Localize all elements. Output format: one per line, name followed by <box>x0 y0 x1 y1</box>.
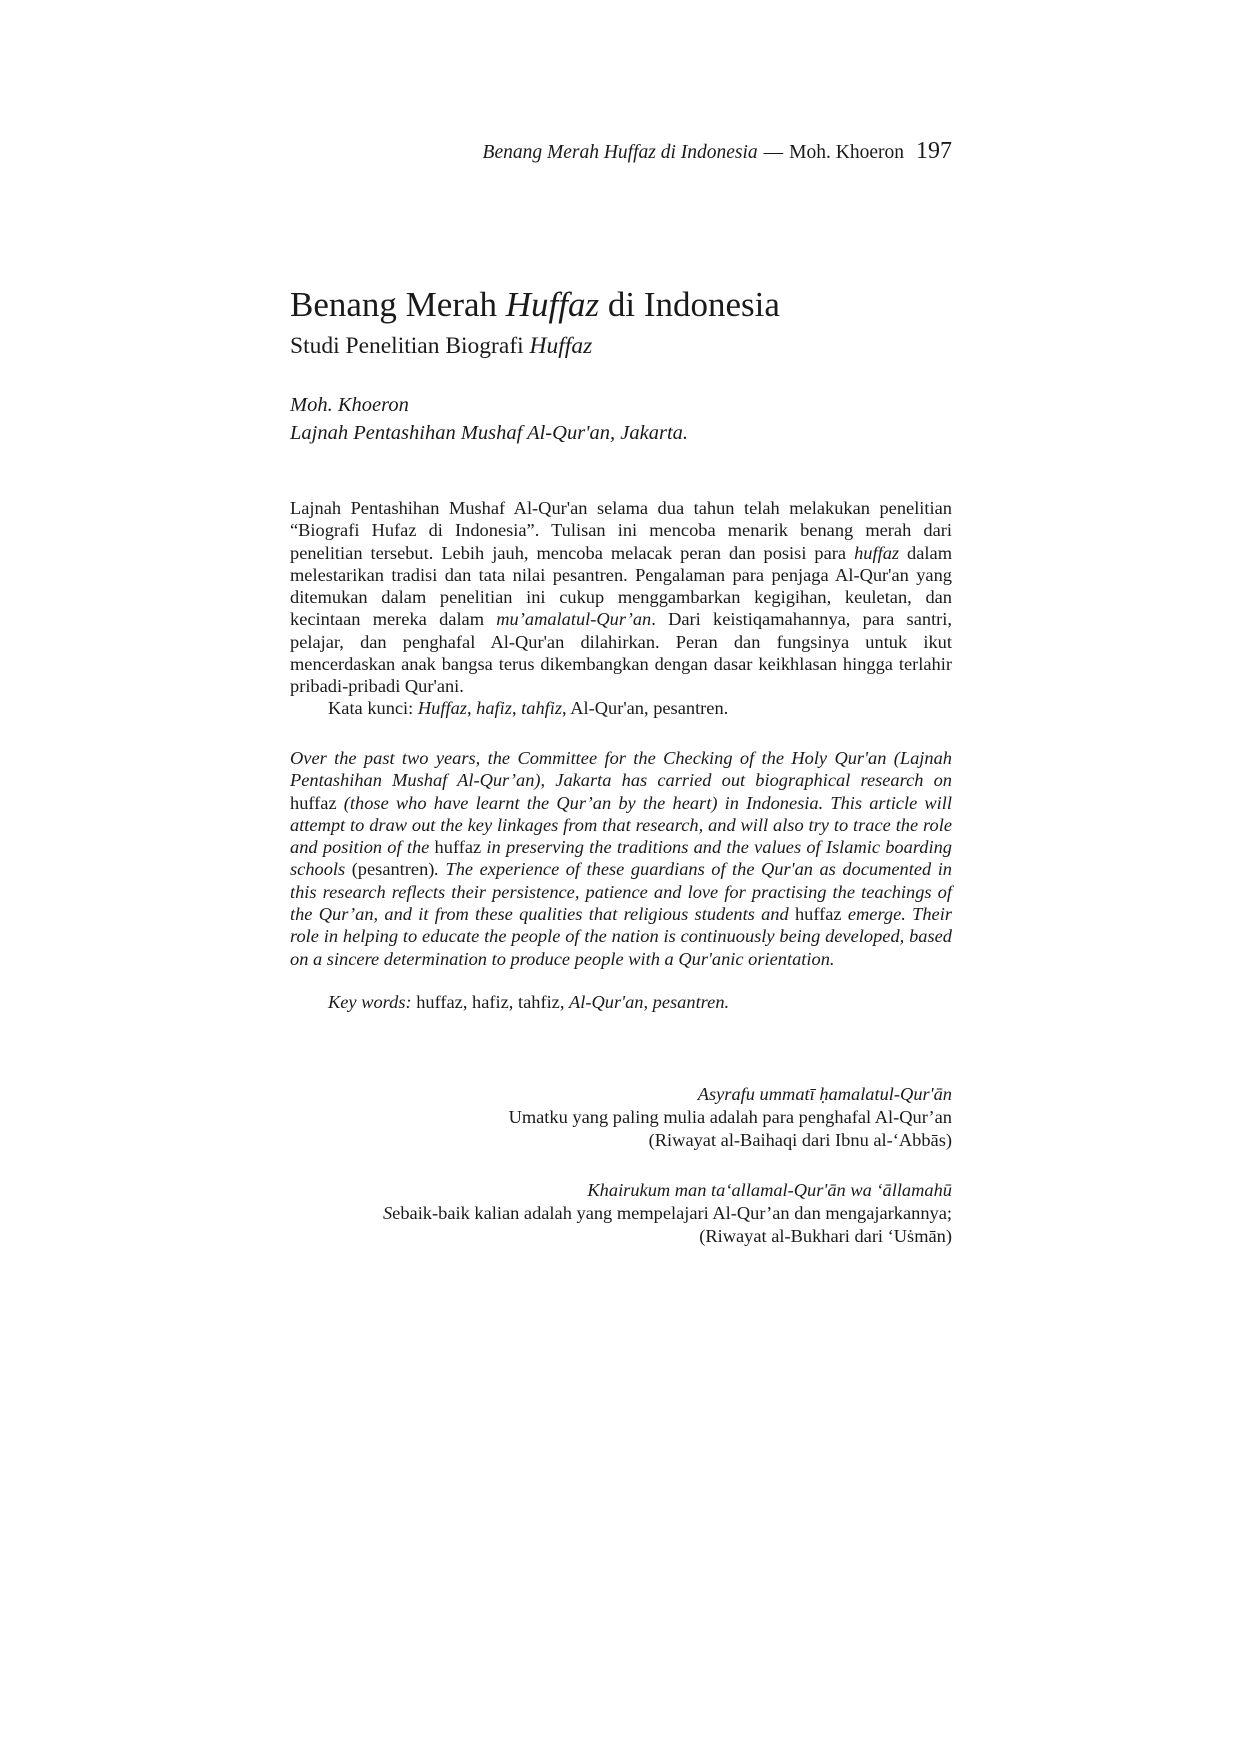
subtitle-part: Studi Penelitian Biografi <box>290 333 530 359</box>
abstract-text: emerge. Their role in helping to educate the people of the nation is continuously being developed, based on a sincere determination to produce people with a Qur'anic orientation. <box>290 904 952 969</box>
keywords-english <box>328 991 729 1013</box>
abstract-indonesian <box>290 497 952 698</box>
keywords-label: Kata kunci: <box>328 698 418 718</box>
quote-initial: S <box>382 1203 393 1223</box>
keyword: Huffaz <box>417 698 467 718</box>
keyword: hafiz <box>476 698 512 718</box>
quote-translation-text: ebaik-baik kalian adalah yang mempelajari Al-Qur’an dan mengajarkannya; <box>392 1203 952 1223</box>
abstract-text: Lajnah Pentashihan Mushaf Al-Qur'an selama dua tahun telah melakukan penelitian “Biografi Hufaz di Indonesia”. Tulisan ini mencoba menarik benang merah dari penelitian tersebut. Lebih jauh, mencoba melacak peran dan posisi para <box>290 498 952 563</box>
abstract-upright-term: (pesantren) <box>351 859 435 880</box>
keyword: tahfiz <box>521 698 563 718</box>
abstract-english <box>290 747 952 970</box>
title-part: di Indonesia <box>599 285 780 324</box>
abstract-text: dalam melestarikan tradisi dan tata nilai pesantren. Pengalaman para penjaga Al-Qur'an yang ditemukan dalam penelitian ini cukup menggambarkan kegigihan, keuletan, dan kecintaan mereka dalam <box>290 542 952 630</box>
abstract-italic-term: mu’amalatul-Qur’an <box>496 609 652 630</box>
abstract-upright-term: huffaz <box>794 904 842 925</box>
quote-translation: Umatku yang paling mulia adalah para penghafal Al-Qur’an <box>508 1107 952 1127</box>
author-name: Moh. Khoeron <box>290 394 409 416</box>
title-part: Benang Merah <box>290 285 506 324</box>
abstract-text: Over the past two years, the Committee for the Checking of the Holy Qur'an (Lajnah Pentashihan Mushaf Al-Qur’an), Jakarta has carried out biographical research on <box>290 748 952 791</box>
quote-source: (Riwayat al-Bukhari dari ‘Uṡmān) <box>699 1226 952 1246</box>
keyword-separator: , <box>466 698 477 718</box>
article-subtitle <box>290 331 592 361</box>
keywords-label: Key words: <box>328 992 417 1012</box>
quote-transliteration: Khairukum man ta‘allamal-Qur'ān wa ‘āllamahū <box>587 1180 952 1200</box>
abstract-text: (those who have learnt the Qur’an by the heart) in Indonesia. This article will attempt to draw out the key linkages from that research, and will also try to trace the role and position of the <box>290 792 952 858</box>
abstract-text: . The experience of these guardians of the Qur'an as documented in this research reflects their persistence, patience and love for practising the teachings of the Qur’an, and it from these qualities that religious students and <box>290 859 952 925</box>
quote-source: (Riwayat al-Baihaqi dari Ibnu al-‘Abbās) <box>648 1130 952 1150</box>
page-number: 197 <box>916 138 952 164</box>
keyword-separator: , <box>511 698 522 718</box>
running-head-dash: — <box>763 142 784 163</box>
journal-page <box>290 0 952 1754</box>
abstract-italic-term: huffaz <box>854 542 900 563</box>
abstract-text: in preserving the traditions and the values of Islamic boarding schools <box>290 837 952 880</box>
epigraph-quote <box>509 1083 952 1152</box>
keywords-indonesian <box>328 697 728 719</box>
quote-translation <box>383 1202 952 1225</box>
abstract-upright-term: huffaz <box>290 792 337 813</box>
quote-transliteration: Asyrafu ummatī ḥamalatul-Qur'ān <box>697 1084 952 1104</box>
running-head-author: Moh. Khoeron <box>789 142 904 163</box>
title-italic: Huffaz <box>505 285 600 324</box>
author-affiliation: Lajnah Pentashihan Mushaf Al-Qur'an, Jakarta. <box>290 422 689 444</box>
keyword-rest: , Al-Qur'an, pesantren. <box>562 698 729 718</box>
epigraph-quote <box>383 1179 952 1248</box>
running-head <box>483 139 952 165</box>
abstract-text: . Dari keistiqamahannya, para santri, pelajar, dan penghafal Al-Qur'an dilahirkan. Peran dan fungsinya untuk ikut mencerdaskan anak bangsa terus dikembangkan dengan dasar keikhlasan hingga terlahir pribadi-pribadi Qur'ani. <box>290 609 953 697</box>
abstract-upright-term: huffaz <box>434 837 482 858</box>
subtitle-italic: Huffaz <box>529 333 593 359</box>
running-head-title: Benang Merah Huffaz di Indonesia <box>482 142 758 163</box>
article-title <box>290 283 780 327</box>
keyword-list-italic: Al-Qur'an, pesantren. <box>569 992 730 1012</box>
keyword-list: huffaz, hafiz, tahfiz, <box>416 992 570 1012</box>
